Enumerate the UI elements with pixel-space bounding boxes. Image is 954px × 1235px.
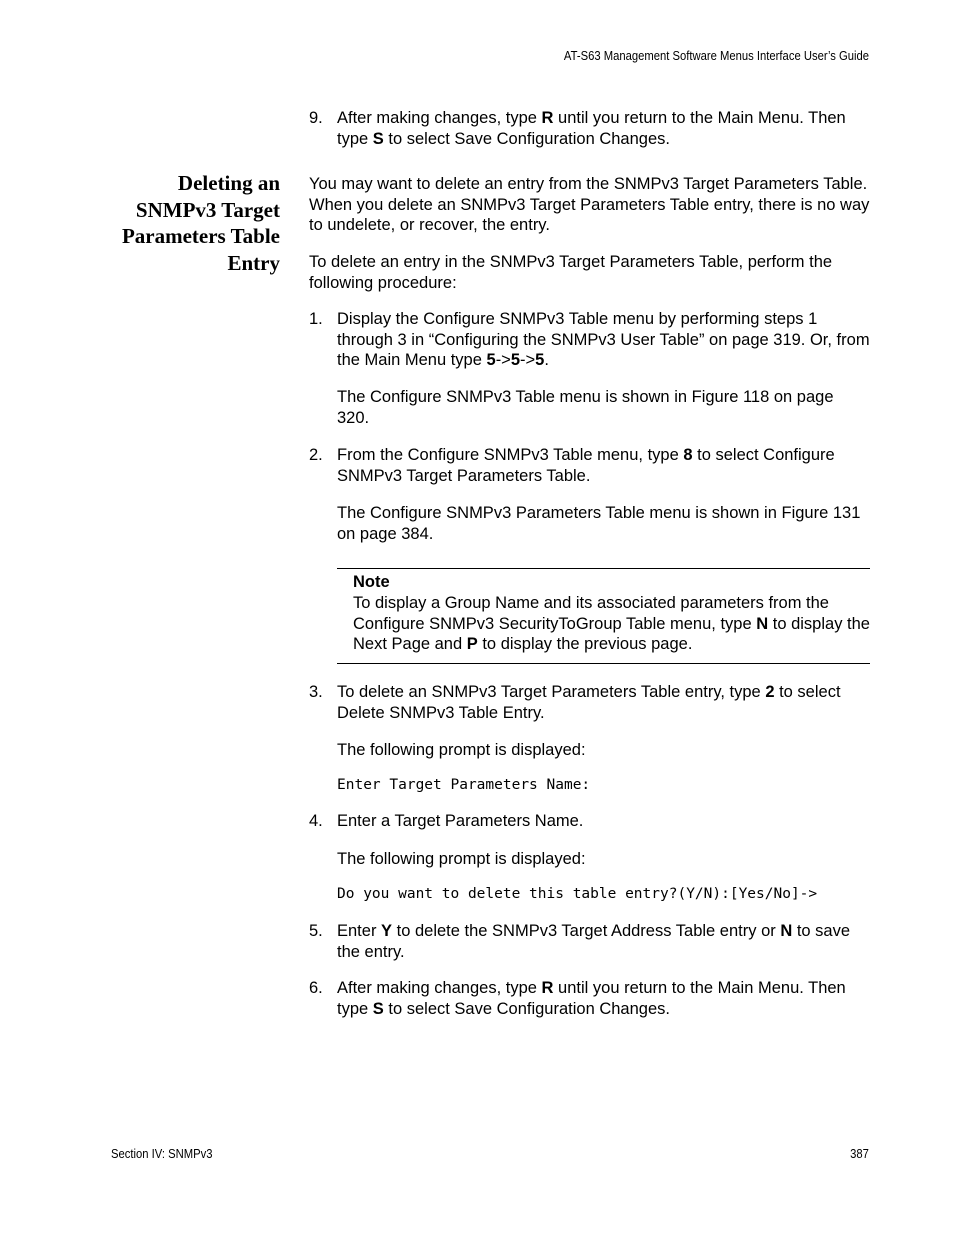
step-note: The following prompt is displayed: (337, 850, 586, 868)
step-text: Enter a Target Parameters Name. (337, 812, 584, 830)
step-text: Enter Y to delete the SNMPv3 Target Address Table entry or N to save the entry. (337, 922, 851, 961)
note-body: To display a Group Name and its associated parameters from the Configure SNMPv3 SecurityToGroup Table menu, type N to display the Next Page and P to display the previous page. (353, 594, 870, 653)
step-text: Display the Configure SNMPv3 Table menu by performing steps 1 through 3 in “Configuring the SNMPv3 User Table” on page 319. Or, from the Main Menu type 5->5->5. (337, 310, 870, 369)
step-number: 2. (309, 446, 323, 464)
step-text: From the Configure SNMPv3 Table menu, type 8 to select Configure SNMPv3 Target Parameters Table. (337, 446, 835, 485)
page-number: 387 (850, 1147, 869, 1161)
step-note: The Configure SNMPv3 Parameters Table menu is shown in Figure 131 on page 384. (337, 504, 861, 543)
step-text: After making changes, type R until you return to the Main Menu. Then type S to select Save Configuration Changes. (337, 109, 846, 148)
step-text: After making changes, type R until you return to the Main Menu. Then type S to select Save Configuration Changes. (337, 979, 846, 1018)
step-note: The Configure SNMPv3 Table menu is shown in Figure 118 on page 320. (337, 388, 834, 427)
footer-section: Section IV: SNMPv3 (111, 1147, 213, 1161)
step-note: The following prompt is displayed: (337, 741, 586, 759)
step-number: 6. (309, 979, 323, 997)
intro-paragraph: You may want to delete an entry from the SNMPv3 Target Parameters Table. When you delete an SNMPv3 Target Parameters Table entry, there is no way to undelete, or recover, the entry. (309, 175, 870, 234)
step-number: 1. (309, 310, 323, 328)
step-number: 5. (309, 922, 323, 940)
step-number: 4. (309, 812, 323, 830)
code-prompt: Do you want to delete this table entry?(Y/N):[Yes/No]-> (337, 886, 818, 902)
running-header: AT-S63 Management Software Menus Interface User’s Guide (563, 49, 869, 63)
code-prompt: Enter Target Parameters Name: (337, 777, 591, 793)
note-box (337, 568, 870, 664)
note-title: Note (353, 573, 390, 591)
step-number: 3. (309, 683, 323, 701)
step-number: 9. (309, 109, 323, 127)
step-text: To delete an SNMPv3 Target Parameters Table entry, type 2 to select Delete SNMPv3 Table Entry. (337, 683, 841, 722)
section-heading: Deleting an SNMPv3 Target Parameters Table Entry (121, 171, 280, 275)
procedure-intro: To delete an entry in the SNMPv3 Target Parameters Table, perform the following procedure: (309, 253, 833, 292)
